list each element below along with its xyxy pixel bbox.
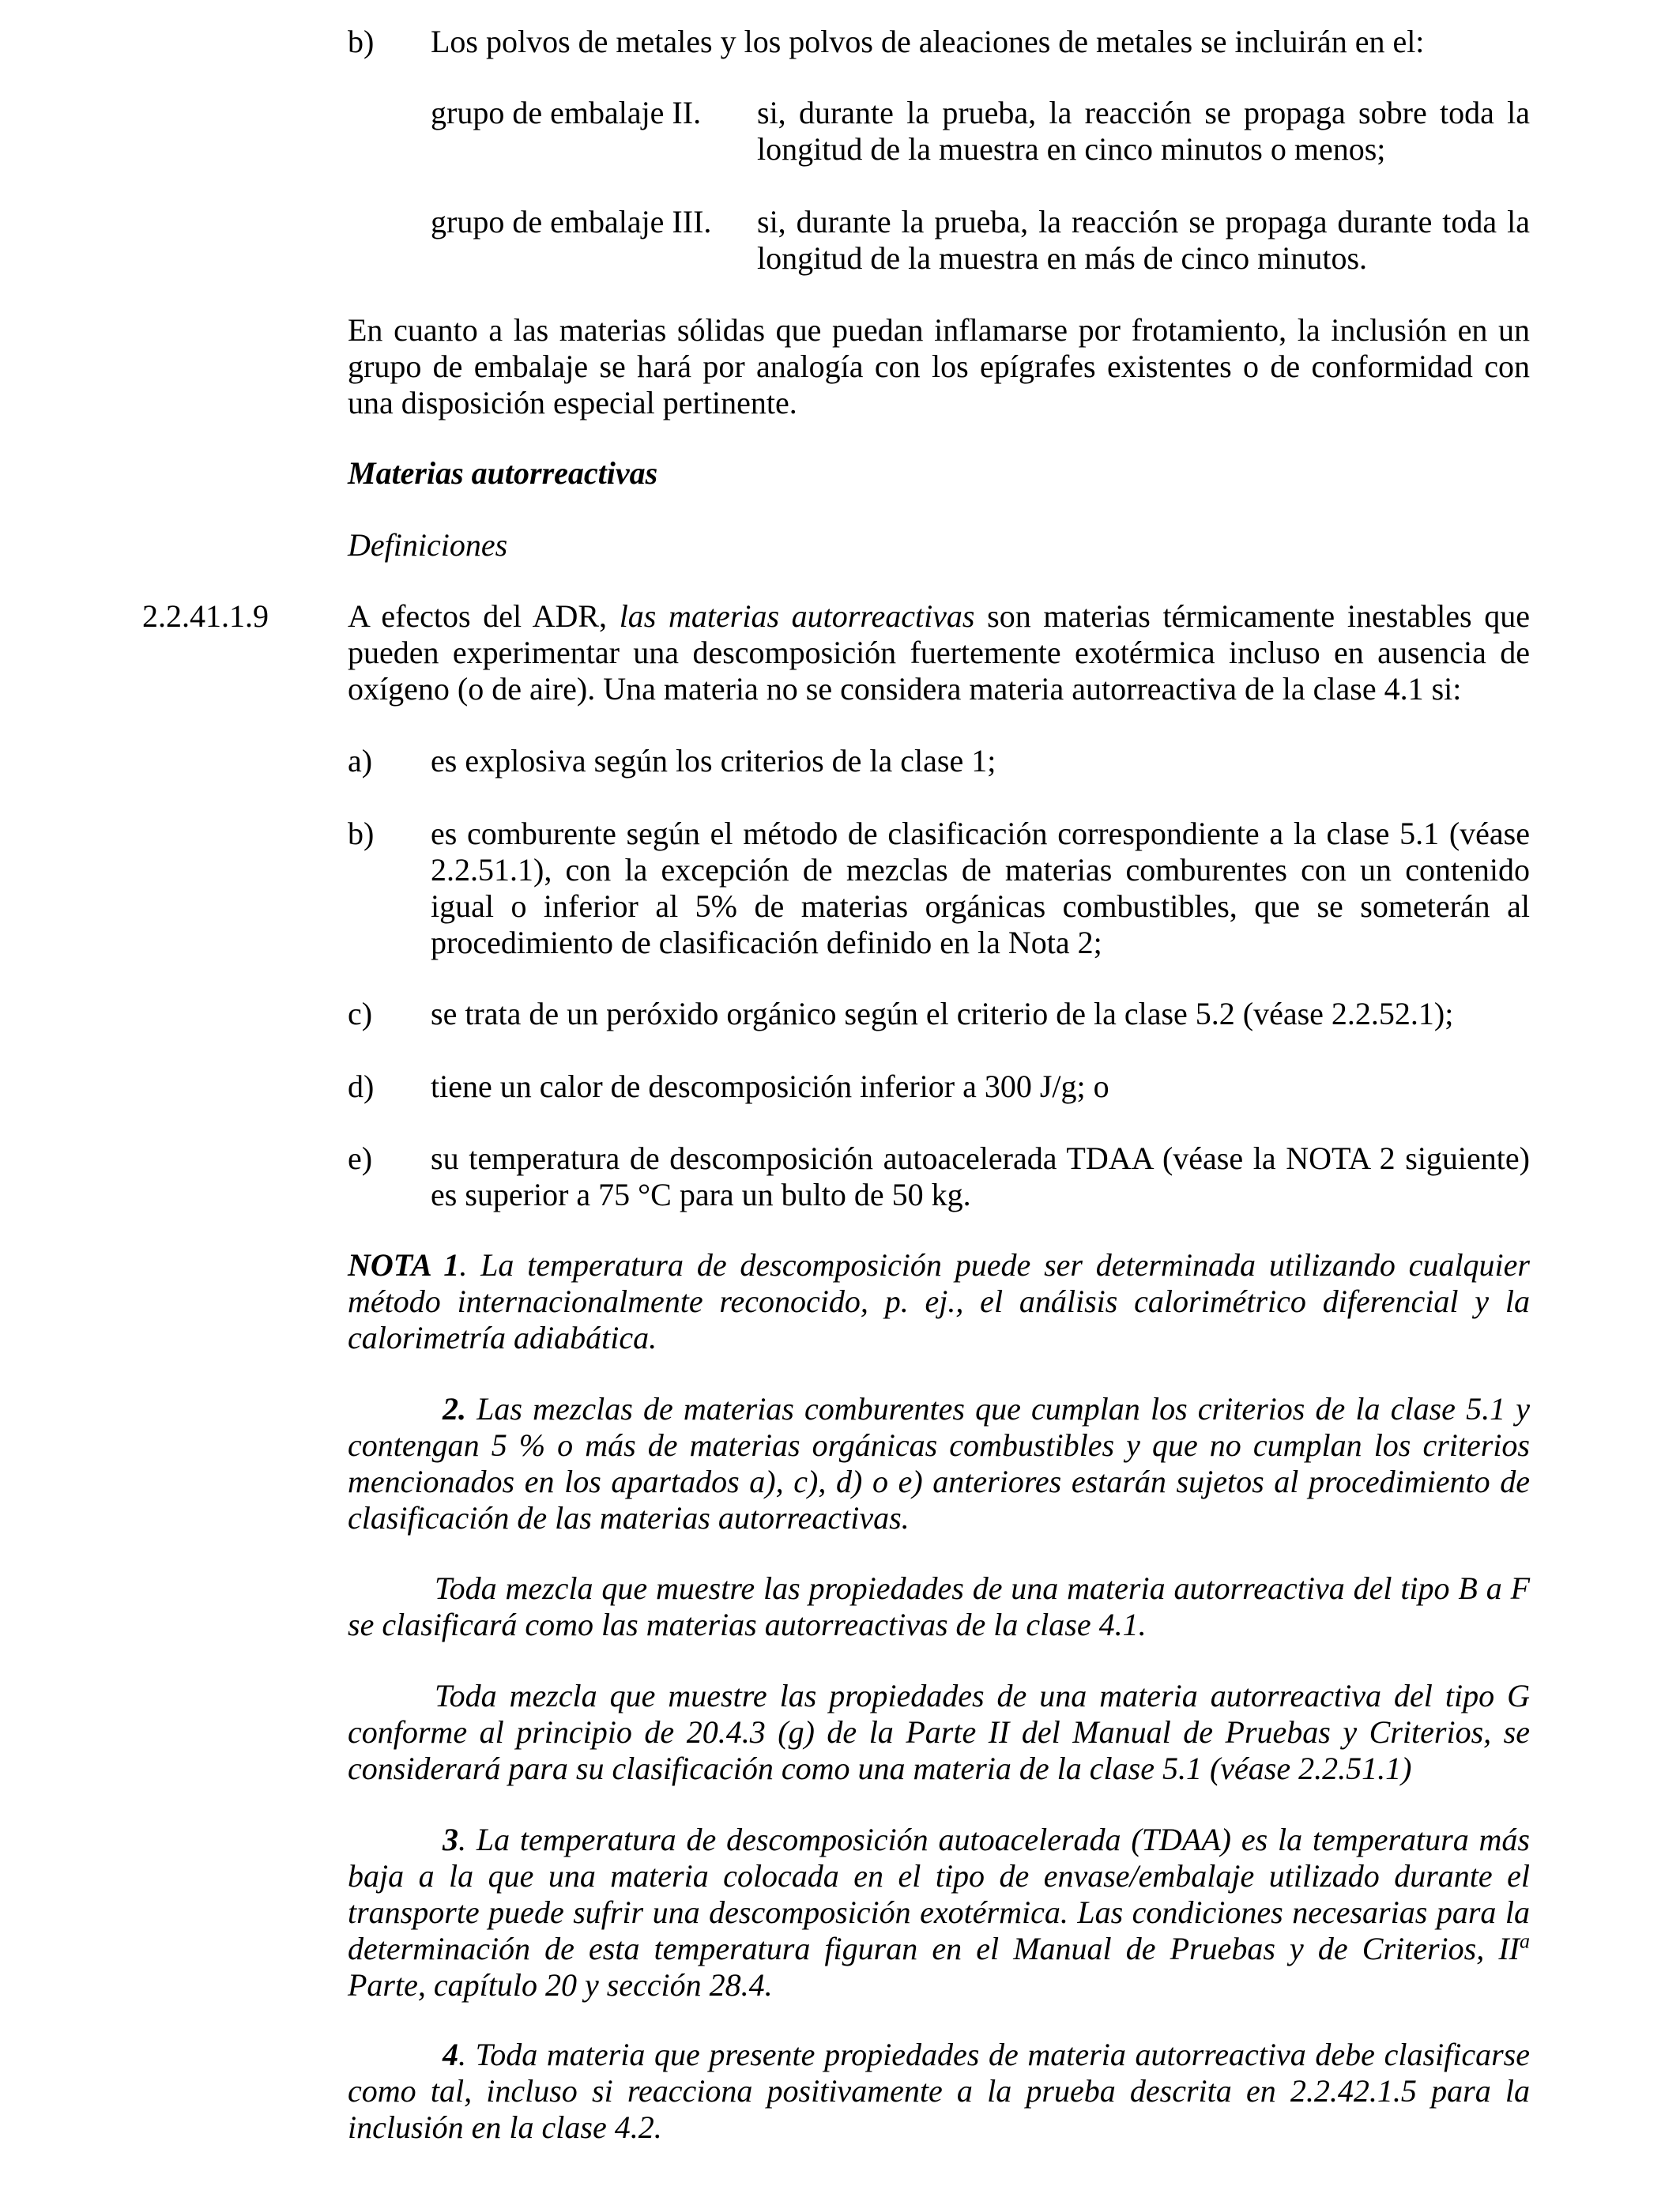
section-number: 2.2.41.1.9 (142, 598, 269, 634)
criterion-text-b: es comburente según el método de clasificación correspondiente a la clase 5.1 (véase 2.2.51.1), con la excepción de mezclas de materias comburentes con un contenido igual o inferior al 5% de materias orgánicas combustibles, que se someterán al procedimiento de clasificación definido en la Nota 2; (431, 816, 1530, 960)
section-heading: Materias autorreactivas (348, 455, 658, 491)
note-1-label: NOTA 1 (348, 1247, 460, 1283)
note-4 (348, 2037, 1530, 2146)
note-3 (348, 1822, 1530, 2004)
note-3-label: 3 (443, 1822, 458, 1857)
note-2-text: Las mezclas de materias comburentes que cumplan los criterios de la clase 5.1 y contengan 5 % o más de materias orgánicas combustibles y que no cumplan los criterios mencionados en los apartados a), c), d) o e) anteriores estarán sujetos al procedimiento de clasificación de las materias autorreactivas. (348, 1391, 1530, 1536)
item-text-b-top: Los polvos de metales y los polvos de aleaciones de metales se incluirán en el: (431, 24, 1425, 59)
note-4-text: . Toda materia que presente propiedades de materia autorreactiva debe clasificarse como tal, incluso si reacciona positivamente a la prueba descrita en 2.2.42.1.5 para la inclusión en la clase 4.2. (348, 2037, 1530, 2145)
note-2-paragraph-2: Toda mezcla que muestre las propiedades de una materia autorreactiva del tipo B a F se clasificará como las materias autorreactivas de la clase 4.1. (348, 1570, 1530, 1642)
note-4-label: 4 (443, 2037, 458, 2072)
criterion-text-d: tiene un calor de descomposición inferior a 300 J/g; o (431, 1069, 1109, 1104)
criterion-text-e: su temperatura de descomposición autoacelerada TDAA (véase la NOTA 2 siguiente) es superior a 75 °C para un bulto de 50 kg. (431, 1140, 1530, 1212)
note-1 (348, 1247, 1530, 1356)
item-label-b-top: b) (348, 24, 375, 59)
note-3-tail: Parte, capítulo 20 y sección 28.4. (348, 1967, 773, 2003)
group-label-ii: grupo de embalaje II. (431, 95, 702, 130)
note-2 (348, 1391, 1530, 1536)
section-subheading: Definiciones (348, 527, 508, 563)
definition-term: las materias autorreactivas (619, 598, 975, 634)
group-text-iii: si, durante la prueba, la reacción se propaga durante toda la longitud de la muestra en más de cinco minutos. (757, 204, 1530, 276)
note-2-paragraph-3: Toda mezcla que muestre las propiedades de una materia autorreactiva del tipo G conforme al principio de 20.4.3 (g) de la Parte II del Manual de Pruebas y Criterios, se considerará para su clasificación como una materia de la clase 5.1 (véase 2.2.51.1) (348, 1678, 1530, 1786)
note-3-text: . La temperatura de descomposición autoacelerada (TDAA) es la temperatura más baja a la que una materia colocada en el tipo de envase/embalaje utilizado durante el transporte puede sufrir una descomposición exotérmica. Las condiciones necesarias para la determinación de esta temperatura figuran en el Manual de Pruebas y de Criterios, II (348, 1822, 1530, 1966)
note-2-label: 2. (443, 1391, 466, 1427)
definition-text-before: A efectos del ADR, (348, 598, 620, 634)
definition-text-after: son materias térmicamente inestables que pueden experimentar una descomposición fuertemente exotérmica incluso en ausencia de oxígeno (o de aire). Una materia no se considera materia autorreactiva de la clase 4.1 si: (348, 598, 1530, 707)
criterion-label-b: b) (348, 816, 375, 851)
note-3-superscript: a (1520, 1929, 1530, 1953)
note-1-text: . La temperatura de descomposición puede ser determinada utilizando cualquier método internacionalmente reconocido, p. ej., el análisis calorimétrico diferencial y la calorimetría adiabática. (348, 1247, 1530, 1355)
criterion-text-c: se trata de un peróxido orgánico según el criterio de la clase 5.2 (véase 2.2.52.1); (431, 996, 1454, 1031)
criterion-label-e: e) (348, 1140, 373, 1176)
criterion-label-c: c) (348, 996, 373, 1031)
criterion-text-a: es explosiva según los criterios de la clase 1; (431, 743, 996, 778)
group-text-ii: si, durante la prueba, la reacción se propaga sobre toda la longitud de la muestra en cinco minutos o menos; (757, 95, 1530, 167)
criterion-label-d: d) (348, 1069, 375, 1104)
criterion-label-a: a) (348, 743, 373, 778)
group-label-iii: grupo de embalaje III. (431, 204, 712, 239)
paragraph-frotamiento: En cuanto a las materias sólidas que puedan inflamarse por frotamiento, la inclusión en un grupo de embalaje se hará por analogía con los epígrafes existentes o de conformidad con una disposición especial pertinente. (348, 312, 1530, 420)
section-definition (348, 598, 1530, 707)
